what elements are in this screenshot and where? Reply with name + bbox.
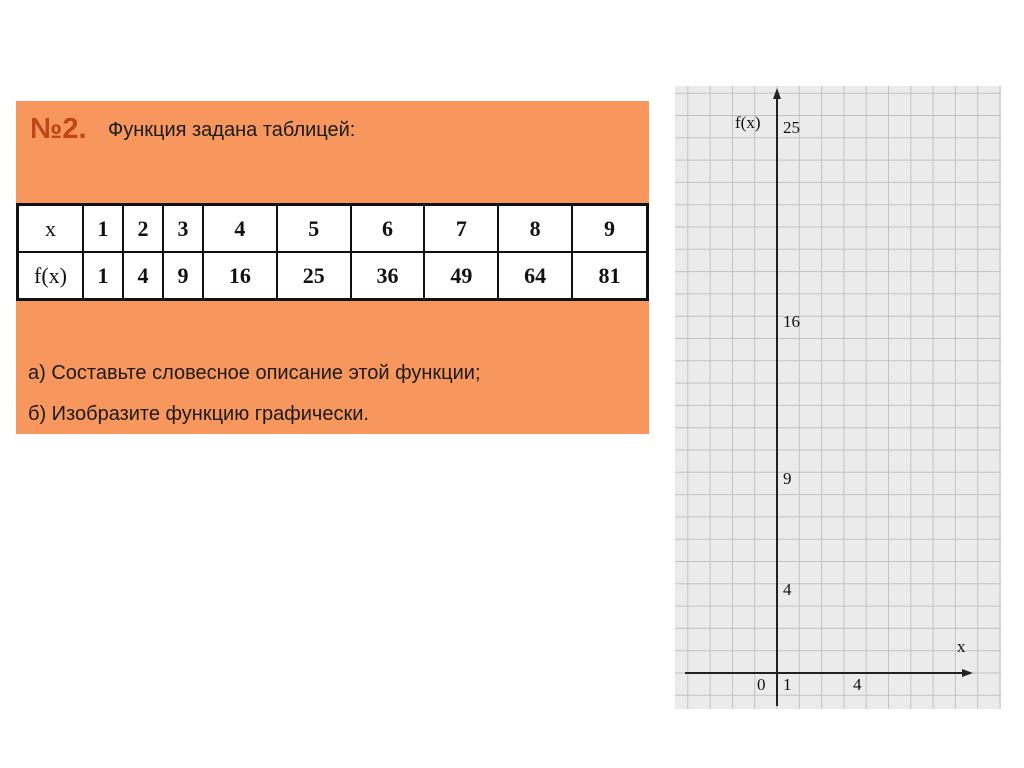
table-cell: 8 — [498, 205, 572, 253]
task-title: Функция задана таблицей: — [108, 119, 356, 141]
table-cell: 64 — [498, 252, 572, 300]
table-cell: 4 — [203, 205, 277, 253]
y-tick-label-25: 25 — [783, 118, 800, 137]
table-cell: 1 — [83, 205, 123, 253]
task-number: №2. — [30, 113, 87, 145]
table-cell: 3 — [163, 205, 203, 253]
y-tick-label-4: 4 — [783, 580, 792, 599]
y-tick-label-9: 9 — [783, 469, 792, 488]
task-panel — [16, 101, 649, 434]
table-row-fx — [18, 252, 648, 300]
instruction-part-b: б) Изобразите функцию графически. — [28, 403, 369, 425]
table-cell: 49 — [424, 252, 498, 300]
table-cell: 2 — [123, 205, 163, 253]
coordinate-grid — [675, 86, 1001, 709]
x-tick-label-4: 4 — [853, 675, 862, 694]
table-cell: 25 — [277, 252, 351, 300]
table-cell: 16 — [203, 252, 277, 300]
table-header-fx: f(x) — [18, 252, 84, 300]
instruction-part-a: а) Составьте словесное описание этой функции; — [28, 362, 481, 384]
table-cell: 6 — [351, 205, 425, 253]
x-axis-arrow-icon — [962, 669, 973, 677]
table-cell: 36 — [351, 252, 425, 300]
table-cell: 1 — [83, 252, 123, 300]
table-header-x: x — [18, 205, 84, 253]
graph-paper — [675, 86, 1001, 709]
table-cell: 81 — [572, 252, 647, 300]
table-cell: 9 — [572, 205, 647, 253]
y-tick-label-16: 16 — [783, 312, 800, 331]
table-cell: 5 — [277, 205, 351, 253]
origin-label: 0 — [757, 675, 766, 694]
table-cell: 4 — [123, 252, 163, 300]
table-cell: 7 — [424, 205, 498, 253]
table-row-x — [18, 205, 648, 253]
x-tick-label-1: 1 — [783, 675, 792, 694]
table-cell: 9 — [163, 252, 203, 300]
values-table — [16, 203, 649, 301]
grid-lines — [675, 86, 1001, 709]
x-axis-label: x — [957, 637, 966, 656]
y-axis-label: f(x) — [735, 113, 761, 132]
